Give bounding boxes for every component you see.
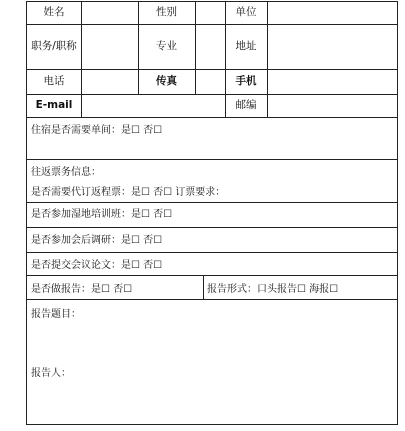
reporter-label: 报告人： [31, 368, 71, 379]
row-divider [27, 227, 397, 228]
position-title-label: 职务/职称 [31, 40, 77, 53]
row-divider [27, 202, 397, 203]
report-form-question: 报告形式：口头报告☐ 海报☐ [207, 284, 339, 295]
major-field[interactable] [196, 25, 225, 69]
lodging-question: 住宿是否需要单间：是☐ 否☐ [31, 125, 163, 136]
submit-paper-question: 是否提交会议论文：是☐ 否☐ [31, 260, 163, 271]
fax-label: 传真 [156, 75, 177, 88]
gender-field[interactable] [196, 2, 225, 24]
return-ticket-question: 是否需要代订返程票：是☐ 否☐ 订票要求： [31, 187, 226, 198]
address-field[interactable] [268, 25, 398, 69]
postcode-label: 邮编 [235, 99, 257, 112]
gender-label: 性别 [156, 6, 177, 19]
registration-form [26, 1, 398, 425]
report-title-label: 报告题目： [31, 309, 81, 320]
wetland-training-question: 是否参加湿地培训班：是☐ 否☐ [31, 209, 173, 220]
row-divider [27, 117, 397, 118]
row-divider [27, 299, 397, 300]
unit-label: 单位 [235, 6, 257, 19]
position-title-field[interactable] [82, 25, 138, 69]
email-label: E-mail [35, 99, 73, 112]
address-label: 地址 [235, 40, 257, 53]
name-field[interactable] [82, 2, 138, 24]
give-report-question: 是否做报告：是☐ 否☐ [31, 284, 133, 295]
phone-field[interactable] [82, 70, 138, 94]
row-divider [27, 275, 397, 276]
mobile-label: 手机 [235, 75, 257, 88]
unit-field[interactable] [268, 2, 398, 24]
name-label: 姓名 [43, 6, 65, 19]
row-divider [27, 159, 397, 160]
travel-info-title: 往返票务信息： [31, 167, 101, 178]
phone-label: 电话 [43, 75, 65, 88]
col-divider [203, 275, 204, 299]
mobile-field[interactable] [268, 70, 398, 94]
major-label: 专业 [156, 40, 177, 53]
post-meeting-survey-question: 是否参加会后调研：是☐ 否☐ [31, 235, 163, 246]
row-divider [27, 252, 397, 253]
email-field[interactable] [82, 95, 225, 117]
postcode-field[interactable] [268, 95, 398, 117]
fax-field[interactable] [196, 70, 225, 94]
